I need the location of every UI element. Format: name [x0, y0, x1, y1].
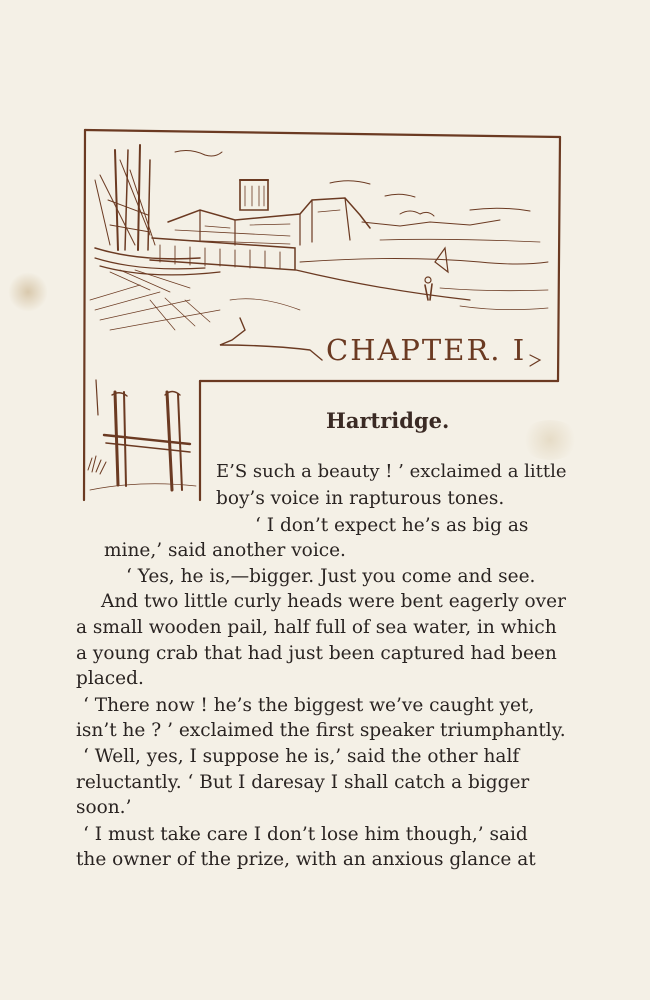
text-line: boy’s voice in rapturous tones.: [216, 488, 505, 509]
text-line: E’S such a beauty ! ’ exclaimed a little: [216, 461, 567, 482]
text-line: mine,’ said another voice.: [104, 540, 346, 561]
text-line: And two little curly heads were bent eagerly over: [101, 591, 566, 612]
text-line: the owner of the prize, with an anxious glance at: [76, 849, 536, 870]
text-line: soon.’: [76, 797, 132, 818]
text-line: placed.: [76, 668, 144, 689]
text-line: a young crab that had just been captured had been: [76, 643, 557, 664]
chapter-heading: CHAPTER. I: [326, 333, 527, 367]
text-line: a small wooden pail, half full of sea water, in which: [76, 617, 557, 638]
text-line: isn’t he ? ’ exclaimed the first speaker triumphantly.: [76, 720, 566, 741]
text-line: ‘ Well, yes, I suppose he is,’ said the other half: [83, 746, 520, 767]
text-line: ‘ There now ! he’s the biggest we’ve caught yet,: [83, 695, 535, 716]
text-line: ‘ I don’t expect he’s as big as: [255, 515, 529, 536]
chapter-subtitle: Hartridge.: [326, 408, 450, 433]
text-line: reluctantly. ‘ But I daresay I shall catch a bigger: [76, 772, 530, 793]
text-line: ‘ I must take care I don’t lose him though,’ said: [83, 824, 528, 845]
text-line: ‘ Yes, he is,—bigger. Just you come and see.: [126, 566, 536, 587]
